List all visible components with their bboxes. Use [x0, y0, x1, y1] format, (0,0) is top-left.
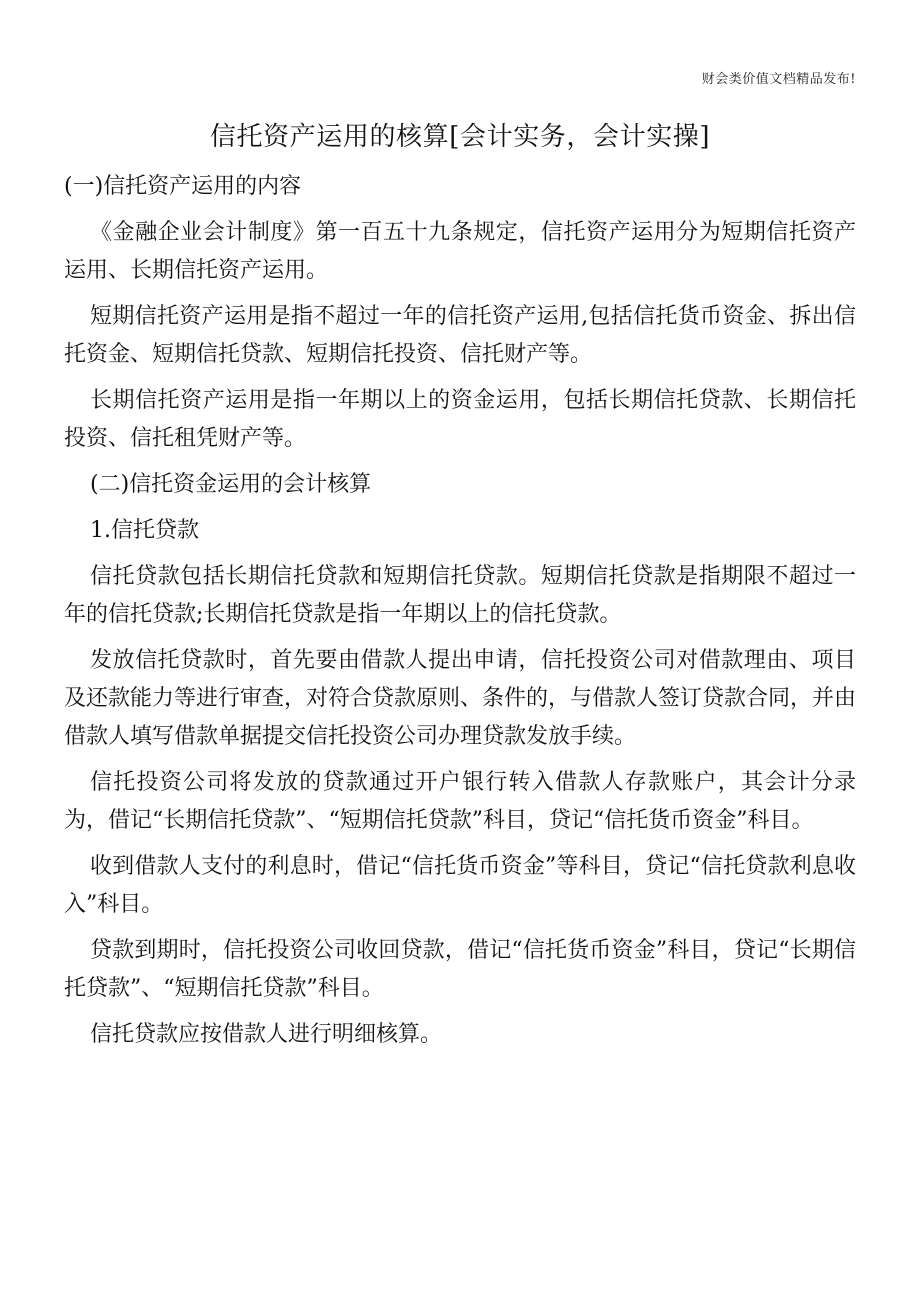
paragraph-detail-accounting: 信托贷款应按借款人进行明细核算。 [90, 1022, 443, 1047]
paragraph-loan-types: 信托贷款包括长期信托贷款和短期信托贷款。短期信托贷款是指期限不超过一年的信托贷款;长期信托贷款是指一年期以上的信托贷款。 [64, 564, 856, 627]
paragraph-loan-issuance: 发放信托贷款时，首先要由借款人提出申请，信托投资公司对借款理由、项目及还款能力等进行审查，对符合贷款原则、条件的，与借款人签订贷款合同，并由借款人填写借款单据提交信托投资公司办理贷款发放手续。 [64, 648, 857, 749]
section-heading-accounting: (二)信托资金运用的会计核算 [90, 472, 372, 497]
document-body [64, 168, 856, 1062]
paragraph-journal-entry: 信托投资公司将发放的贷款通过开户银行转入借款人存款账户，其会计分录为，借记“长期信托贷款”、“短期信托贷款”科目，贷记“信托货币资金”科目。 [64, 770, 856, 833]
document-title: 信托资产运用的核算[会计实务，会计实操] [209, 122, 711, 152]
subsection-heading-trust-loans: 1.信托贷款 [90, 518, 199, 543]
paragraph-short-term: 短期信托资产运用是指不超过一年的信托资产运用,包括信托货币资金、拆出信托资金、短期信托贷款、短期信托投资、信托财产等。 [64, 304, 856, 367]
paragraph-long-term: 长期信托资产运用是指一年期以上的资金运用，包括长期信托贷款、长期信托投资、信托租凭财产等。 [64, 388, 856, 451]
paragraph-regulation: 《金融企业会计制度》第一百五十九条规定，信托资产运用分为短期信托资产运用、长期信托资产运用。 [64, 220, 856, 283]
section-heading-content: (一)信托资产运用的内容 [64, 174, 302, 199]
header-note: 财会类价值文档精品发布! [701, 72, 856, 87]
paragraph-interest: 收到借款人支付的利息时，借记“信托货币资金”等科目，贷记“信托贷款利息收入”科目。 [64, 854, 856, 917]
paragraph-maturity: 贷款到期时，信托投资公司收回贷款，借记“信托货币资金”科目，贷记“长期信托贷款”、“短期信托贷款”科目。 [64, 938, 856, 1001]
